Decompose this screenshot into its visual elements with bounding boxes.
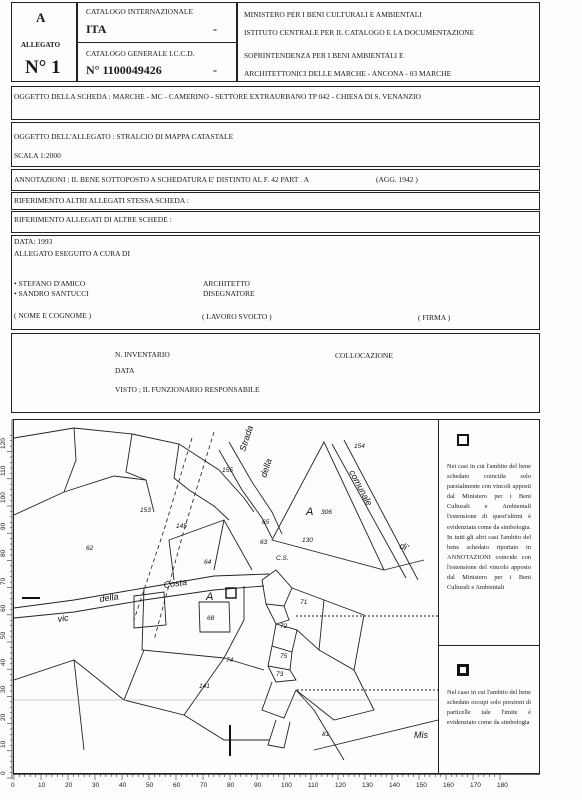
parcel-153: 153	[140, 507, 151, 514]
ruler-label: 100	[0, 492, 7, 503]
ministry-line-1: MINISTERO PER I BENI CULTURALI E AMBIENTALI	[244, 10, 422, 19]
ruler-label: 150	[416, 782, 427, 789]
ruler-label: 130	[362, 782, 373, 789]
parcel-75: 75	[280, 653, 288, 660]
label-mis: Mis	[414, 730, 428, 740]
ruler-label: 40	[119, 782, 127, 789]
ministry-line-3: SOPRINTENDENZA PER I BENI AMBIENTALI E	[244, 51, 404, 60]
parcel-130: 130	[302, 537, 313, 544]
collocazione: COLLOCAZIONE	[335, 351, 393, 360]
annotazioni-agg: (AGG. 1942 )	[376, 175, 418, 184]
catalog-int-dash: -	[213, 22, 217, 36]
label-comunale: comunale	[347, 468, 375, 508]
catalog-divider	[77, 42, 237, 43]
parcel-64: 64	[204, 559, 212, 566]
catalog-gen-dash: -	[213, 63, 217, 77]
ministry-line-4: ARCHITETTONICI DELLE MARCHE - ANCONA - 03 MARCHE	[244, 69, 452, 78]
legend-divider	[438, 419, 439, 774]
parcel-141: 141	[199, 683, 210, 690]
ruler-label: 170	[470, 782, 481, 789]
ruler-label: 110	[0, 465, 7, 476]
ruler-label: 30	[0, 686, 7, 694]
parcel-73: 73	[276, 671, 284, 678]
label-firma: ( FIRMA )	[418, 313, 451, 322]
parcel-65: 65	[262, 519, 270, 526]
allegato-label: ALLEGATO	[21, 41, 61, 49]
inventario: N. INVENTARIO	[115, 350, 170, 359]
ruler-label: 100	[281, 782, 292, 789]
oggetto-scheda: OGGETTO DELLA SCHEDA : MARCHE - MC - CAMERINO - SETTORE EXTRAURBANO TP 042 - CHIESA DI S. VENANZIO	[14, 92, 421, 101]
ruler-label: 0	[11, 782, 15, 789]
ruler-label: 110	[308, 782, 319, 789]
inventario-box	[11, 333, 540, 413]
label-della-2: della	[98, 591, 120, 604]
label-di: di'	[398, 540, 410, 553]
persona-1-ruolo: ARCHITETTO	[203, 279, 250, 288]
parcel-62: 62	[86, 545, 94, 552]
ruler-label: 60	[0, 604, 7, 612]
parcel-72: 72	[280, 623, 288, 630]
label-a-note: 306	[321, 509, 332, 516]
catalog-int-label: CATALOGO INTERNAZIONALE	[86, 7, 194, 16]
parcel-68: 68	[207, 615, 215, 622]
label-lavoro: ( LAVORO SVOLTO )	[202, 312, 272, 321]
ruler-label: 10	[38, 782, 46, 789]
ruler-label: 60	[173, 782, 181, 789]
rif-stessa: RIFERIMENTO ALTRI ALLEGATI STESSA SCHEDA :	[14, 196, 189, 205]
ruler-label: 50	[146, 782, 154, 789]
oggetto-allegato: OGGETTO DELL'ALLEGATO : STRALCIO DI MAPPA CATASTALE	[14, 132, 234, 141]
oggetto-allegato-box	[11, 122, 540, 167]
ruler-label: 180	[497, 782, 508, 789]
ruler-label: 120	[0, 437, 7, 449]
annotazioni: ANNOTAZIONI : IL BENE SOTTOPOSTO A SCHEDATURA E' DISTINTO AL F. 42 PART . A	[14, 175, 310, 184]
parcel-145: 145	[176, 523, 187, 530]
label-costa: Costa	[162, 576, 188, 590]
ruler-label: 30	[92, 782, 100, 789]
ruler-label: 40	[0, 658, 7, 667]
catalog-gen-label: CATALOGO GENERALE I.C.C.D.	[86, 49, 195, 58]
ruler-label: 90	[254, 782, 262, 789]
eseguito: ALLEGATO ESEGUITO A CURA DI	[14, 249, 130, 258]
parcel-74: 74	[226, 657, 234, 664]
ruler-label: 50	[0, 631, 7, 639]
parcel-71: 71	[300, 599, 308, 606]
ruler-label: 20	[65, 782, 73, 789]
ruler-label: 80	[227, 782, 235, 789]
ruler-label: 0	[0, 771, 7, 775]
legend-divider-2	[438, 645, 540, 646]
persona-2-nome: • SANDRO SANTUCCI	[14, 289, 89, 298]
label-cs: C.S.	[276, 555, 289, 562]
scala: SCALA 1:2000	[14, 151, 61, 160]
ruler-label: 120	[335, 782, 346, 789]
ruler-label: 80	[0, 550, 7, 558]
parcel-63: 63	[260, 539, 268, 546]
allegato-letter: A	[36, 10, 46, 25]
ruler-label: 140	[389, 782, 400, 789]
parcel-155: 155	[222, 467, 233, 474]
data-line: DATA: 1993	[14, 237, 53, 246]
parcel-154: 154	[354, 443, 365, 450]
label-nome-cognome: ( NOME E COGNOME )	[14, 311, 92, 320]
legend-symbol-filled	[457, 664, 469, 676]
persona-1-nome: • STEFANO D'AMICO	[14, 279, 86, 288]
allegato-number: N° 1	[25, 57, 61, 78]
visto: VISTO ; IL FUNZIONARIO RESPONSABILE	[115, 385, 260, 394]
ruler-label: 160	[443, 782, 454, 789]
cadastral-map	[14, 420, 438, 773]
label-strada: Strada	[237, 424, 256, 453]
label-della: della	[258, 457, 274, 479]
data-label: DATA	[115, 366, 135, 375]
persona-2-ruolo: DISEGNATORE	[203, 289, 255, 298]
ruler-label: 10	[0, 740, 7, 748]
ruler-label: 20	[0, 713, 7, 721]
ruler-label: 70	[200, 782, 208, 789]
rif-altre: RIFERIMENTO ALLEGATI DI ALTRE SCHEDE :	[14, 215, 172, 224]
label-a-big: A	[306, 506, 314, 518]
label-vic: vic	[56, 612, 70, 624]
catalog-int-value: ITA	[86, 22, 107, 36]
ministry-line-2: ISTITUTO CENTRALE PER IL CATALOGO E LA DOCUMENTAZIONE	[244, 28, 475, 37]
legend-symbol-outline	[457, 434, 469, 446]
ruler-label: 90	[0, 522, 7, 531]
legend-text-2: Nel caso in cui l'ambito del bene schedato occupi solo porzioni di particelle tale l'imite è evidenziato come da simbologia	[447, 689, 531, 727]
legend-text-1: Nei casi in cui l'ambito del bene schedato coincida solo parzialmente con vincoli apposti dal Ministero per i Beni Culturali e Ambientali l'estensione di quest'ultimi è evidenziata come da simbologia. In tutti gli altri casi l'ambito del bene schedato riportato in ANNOTAZIONI coincide con l'estensione del vincolo apposto dal Ministero per i Beni Culturali e Ambientali	[447, 463, 531, 592]
catalog-gen-value: N° 1100049426	[86, 63, 162, 77]
parcel-81: 81	[322, 731, 330, 738]
ruler-label: 70	[0, 577, 7, 585]
label-a-small: A	[206, 591, 214, 603]
